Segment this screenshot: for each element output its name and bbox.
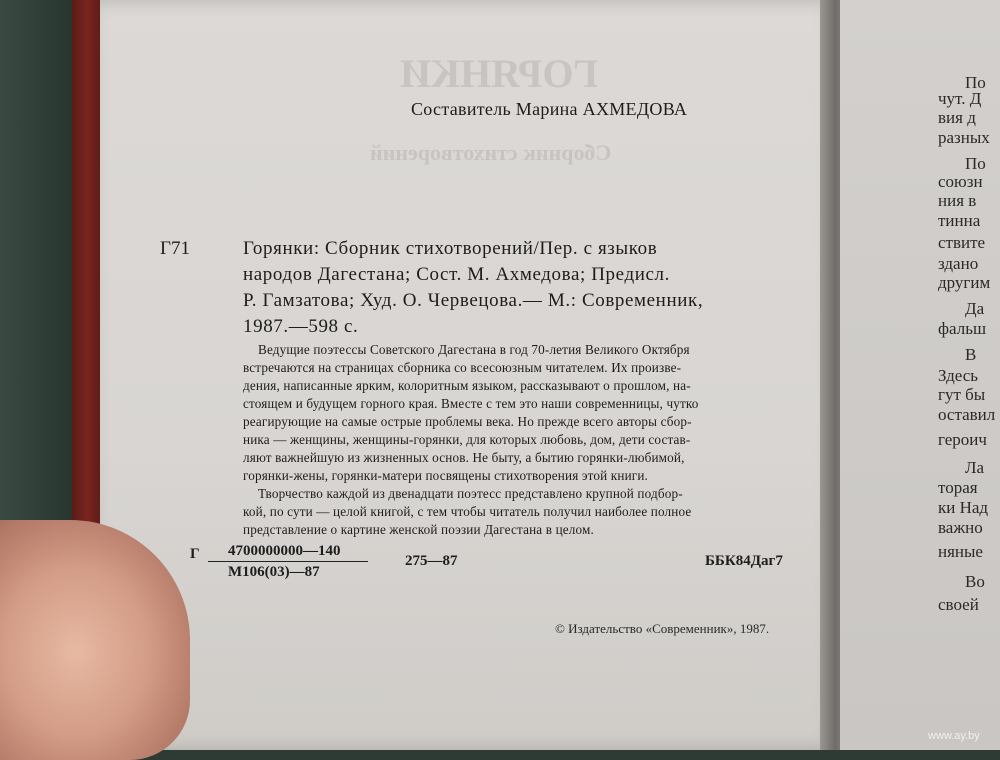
compiler-line: Составитель Марина АХМЕДОВА — [411, 99, 688, 119]
right-page-text-fragment: торая — [938, 478, 978, 497]
annotation-line: реагирующие на самые острые проблемы века. Но прежде всего авторы сбор- — [243, 414, 692, 429]
index-fraction-line — [208, 561, 368, 562]
index-numerator: 4700000000—140 — [228, 543, 341, 559]
bibliographic-line: народов Дагестана; Сост. М. Ахмедова; Предисл. — [243, 264, 670, 285]
right-page-text-fragment: здано — [938, 254, 979, 273]
right-page-text-fragment: Ла — [965, 458, 985, 477]
bleed-through-subtitle: Сборник стихотворений — [370, 140, 612, 165]
index-prefix: Г — [190, 546, 200, 562]
order-number: 275—87 — [405, 553, 458, 569]
bleed-through-title: ГОРЯНКИ — [400, 51, 599, 96]
annotation-line: встречаются на страницах сборника со всесоюзным читателем. Их произве- — [243, 360, 682, 375]
annotation-line: дения, написанные ярким, колоритным языком, рассказывают о прошлом, на- — [243, 378, 691, 393]
right-page-text-fragment: няные — [938, 542, 983, 561]
right-page-text-fragment: По — [965, 73, 986, 92]
annotation-line: представление о картине женской поэзии Дагестана в целом. — [243, 522, 594, 537]
right-page-text-fragment: своей — [938, 595, 979, 614]
right-page-text-fragment: ствите — [938, 233, 986, 252]
right-page-text-fragment: Здесь — [938, 366, 979, 385]
bbk-code: ББК84Даг7 — [705, 553, 783, 569]
right-page-text-fragment: ки Над — [938, 498, 989, 517]
right-page-text-fragment: тинна — [938, 211, 981, 230]
right-page — [840, 0, 1000, 750]
right-page-text-fragment: другим — [938, 273, 991, 292]
right-page-text-fragment: союзн — [938, 172, 983, 191]
index-denominator: М106(03)—87 — [228, 564, 320, 580]
right-page-text-fragment: вия д — [938, 108, 976, 127]
annotation-line: Творчество каждой из двенадцати поэтесс представлено крупной подбор- — [258, 486, 683, 501]
copyright-line: © Издательство «Современник», 1987. — [555, 621, 770, 636]
right-page-text-fragment: оставил — [938, 405, 996, 424]
right-page-text-fragment: ния в — [938, 191, 977, 210]
right-page-text-fragment: Да — [965, 299, 985, 318]
bibliographic-line: Р. Гамзатова; Худ. О. Червецова.— М.: Современник, — [243, 290, 704, 311]
right-page-text-fragment: По — [965, 154, 986, 173]
right-page-text-fragment: чут. Д — [938, 89, 982, 108]
bibliographic-line: Горянки: Сборник стихотворений/Пер. с языков — [243, 238, 658, 259]
annotation-line: Ведущие поэтессы Советского Дагестана в год 70-летия Великого Октября — [258, 342, 690, 357]
annotation-line: стоящем и будущем горного края. Вместе с тем это наши современницы, чутко — [243, 396, 699, 411]
right-page-text-fragment: гут бы — [938, 385, 986, 404]
right-page-text-fragment: разных — [938, 128, 990, 147]
right-page-text-fragment: героич — [938, 430, 987, 449]
annotation-line: горянки-жены, горянки-матери посвящены стихотворения этой книги. — [243, 468, 648, 483]
right-page-text-fragment: В — [965, 345, 977, 364]
watermark: www.ay.by — [928, 730, 980, 742]
annotation-line: ляют важнейшую из жизненных основ. Не быту, а бытию горянки-любимой, — [243, 450, 685, 465]
right-page-text-fragment: фальш — [938, 319, 987, 338]
annotation-line: кой, по сути — целой книгой, с тем чтобы читатель получил наиболее полное — [243, 504, 692, 519]
annotation-line: ника — женщины, женщины-горянки, для которых любовь, дом, дети состав- — [243, 432, 691, 447]
bibliographic-line: 1987.—598 с. — [243, 316, 359, 337]
right-page-text-fragment: важно — [938, 518, 983, 537]
right-page-text-fragment: Во — [965, 572, 985, 591]
catalog-code: Г71 — [160, 238, 190, 259]
